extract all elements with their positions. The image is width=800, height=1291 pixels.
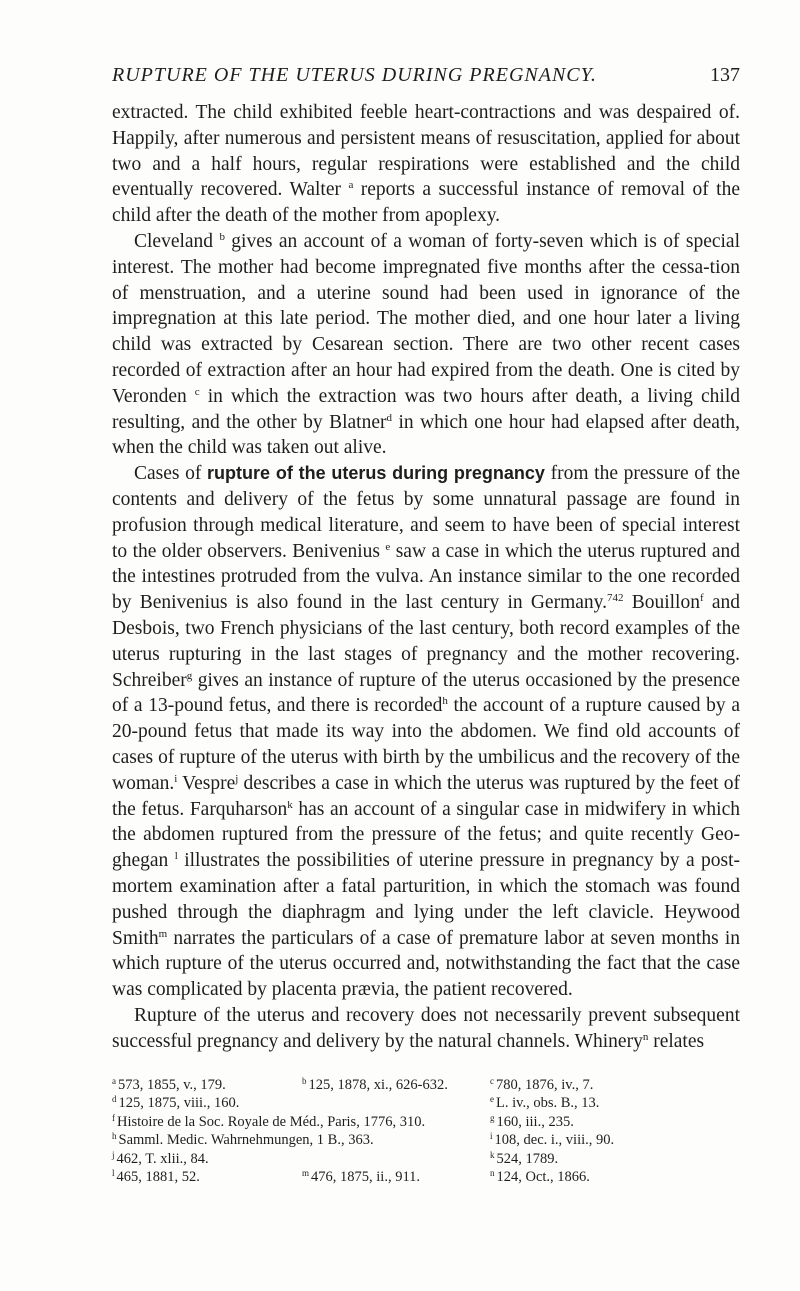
footnote-reference: f xyxy=(699,592,704,605)
footnote-reference: m xyxy=(158,927,168,940)
footnote-mark: d xyxy=(112,1094,117,1105)
text-run: reports a successful instance of removal of the child after the death of the mother from apoplexy. xyxy=(112,179,740,227)
footnote-reference: j xyxy=(235,772,239,785)
text-run: Cleveland xyxy=(134,230,220,252)
body-text xyxy=(112,100,740,1054)
text-run: Vespre xyxy=(177,772,236,794)
page-header xyxy=(112,64,740,96)
footnote-row xyxy=(112,1131,752,1149)
footnote-reference: b xyxy=(219,230,225,243)
footnote-a xyxy=(112,1076,302,1094)
footnote-text: Samml. Medic. Wahrnehmungen, 1 B., 363. xyxy=(118,1132,374,1149)
footnote-f xyxy=(112,1113,490,1131)
text-run: in which one hour had elapsed after death, when the child was taken out alive. xyxy=(112,411,740,459)
footnote-d xyxy=(112,1094,490,1112)
footnote-m xyxy=(302,1168,490,1186)
footnote-text: 462, T. xlii., 84. xyxy=(116,1150,209,1167)
footnote-reference: n xyxy=(642,1030,649,1043)
text-run: gives an instance of rupture of the uterus occasioned by the presence of a 13-pound fetus, and there is recorded xyxy=(112,669,740,717)
emphasized-phrase: rupture of the uterus during pregnancy xyxy=(207,463,545,484)
footnote-j xyxy=(112,1150,490,1168)
footnote-i xyxy=(490,1131,752,1149)
footnote-row xyxy=(112,1113,752,1131)
paragraph xyxy=(112,229,740,461)
footnote-text: 465, 1881, 52. xyxy=(116,1169,200,1186)
footnote-mark: l xyxy=(112,1168,115,1179)
text-run: Bouillon xyxy=(623,592,700,614)
footnote-text: 780, 1876, iv., 7. xyxy=(496,1077,594,1093)
footnote-mark: k xyxy=(490,1149,495,1160)
text-run: Cases of xyxy=(134,463,208,485)
footnote-n xyxy=(490,1168,752,1186)
footnote-reference: e xyxy=(385,540,391,553)
footnote-mark: m xyxy=(302,1168,310,1179)
footnote-c xyxy=(490,1076,752,1094)
footnote-mark: h xyxy=(112,1131,117,1142)
page-number: 137 xyxy=(710,64,740,86)
text-run: describes a case in which the uterus was ruptured by the feet of the fetus. Farquharson xyxy=(112,772,740,820)
footnote-reference: a xyxy=(348,179,354,192)
footnote-reference: l xyxy=(174,850,178,863)
text-run: the account of a rupture caused by a 20-pound fetus that made its way into the abdomen. We find old accounts of cases of rupture of the uterus with birth by the umbilicus and the recovery of the woman. xyxy=(112,695,740,794)
footnote-mark: a xyxy=(112,1076,116,1086)
footnote-text: 125, 1878, xi., 626-632. xyxy=(308,1077,448,1093)
text-run: relates xyxy=(648,1030,705,1052)
text-run: and Desbois, two French physicians of the last century, both record examples of the uterus rupturing in the last stages of pregnancy and the mother recovering. Schreiber xyxy=(112,592,741,691)
text-run: extracted. The child exhibited feeble heart-contractions and was despaired of. Happily, after numerous and persistent means of resuscitation, applied for about two and a half hours, regular respirations were established and the child eventually recovered. Walter xyxy=(112,102,740,201)
text-run: narrates the particulars of a case of premature labor at seven months in which rupture of the uterus occurred and, notwithstanding the fact that the case was complicated by placenta prævia, the patient recovered. xyxy=(112,927,740,1001)
footnote-row xyxy=(112,1150,752,1168)
footnote-text: 524, 1789. xyxy=(496,1150,559,1167)
paragraph xyxy=(112,1003,740,1055)
footnotes xyxy=(112,1076,752,1186)
footnote-mark: g xyxy=(490,1112,495,1123)
footnote-text: Histoire de la Soc. Royale de Méd., Paris, 1776, 310. xyxy=(117,1113,426,1130)
footnote-reference: i xyxy=(174,772,178,785)
footnote-mark: f xyxy=(112,1112,115,1123)
text-run: from the pressure of the contents and delivery of the fetus by some unnatural passage are found in profusion through medical literature, and seem to have been of special interest to the older observers. Benivenius xyxy=(112,463,740,562)
footnote-mark: j xyxy=(112,1149,115,1160)
footnote-row xyxy=(112,1076,752,1094)
footnote-row xyxy=(112,1168,752,1186)
paragraph xyxy=(112,100,740,229)
footnote-l xyxy=(112,1168,302,1186)
text-run: saw a case in which the uterus ruptured and the intestines protruded from the vulva. An instance similar to the one recorded by Benivenius is also found in the last century in Germany. xyxy=(112,540,740,614)
text-run: in which the extraction was two hours after death, a living child resulting, and the other by Blatner xyxy=(112,385,740,433)
footnote-reference: 742 xyxy=(607,592,624,605)
paragraph xyxy=(112,461,740,1003)
footnote-reference: d xyxy=(386,411,392,424)
footnote-mark: i xyxy=(490,1131,493,1142)
footnote-mark: e xyxy=(490,1094,494,1105)
footnote-text: 125, 1875, viii., 160. xyxy=(118,1095,240,1112)
footnote-text: 124, Oct., 1866. xyxy=(496,1169,590,1186)
footnote-reference: c xyxy=(194,385,200,398)
footnote-text: 160, iii., 235. xyxy=(496,1113,574,1130)
text-run: Rupture of the uterus and recovery does not necessarily prevent subsequent successful pregnancy and delivery by the natural channels. Whinery xyxy=(112,1004,740,1052)
footnote-mark: n xyxy=(490,1168,495,1179)
footnote-reference: k xyxy=(287,798,293,811)
footnote-g xyxy=(490,1113,752,1131)
footnote-text: 476, 1875, ii., 911. xyxy=(311,1169,421,1186)
running-head: RUPTURE OF THE UTERUS DURING PREGNANCY. xyxy=(112,64,597,86)
footnote-k xyxy=(490,1150,752,1168)
footnote-reference: h xyxy=(442,695,448,708)
footnote-reference: g xyxy=(186,669,193,682)
footnote-text: L. iv., obs. B., 13. xyxy=(496,1095,600,1112)
footnote-mark: b xyxy=(302,1076,307,1086)
footnote-e xyxy=(490,1094,752,1112)
footnote-text: 108, dec. i., viii., 90. xyxy=(494,1132,615,1149)
text-run: has an account of a singular case in midwifery in which the abdomen ruptured from the pressure of the fetus; and quite recently Geo-ghegan xyxy=(112,798,740,872)
footnote-row xyxy=(112,1094,752,1112)
footnote-b xyxy=(302,1076,490,1094)
text-run: illustrates the possibilities of uterine pressure in pregnancy by a post-mortem examination after a fatal parturition, in which the stomach was found pushed through the diaphragm and lying under the left clavicle. Heywood Smith xyxy=(112,850,741,949)
text-run: gives an account of a woman of forty-seven which is of special interest. The mother had become impregnated five months after the cessa-tion of menstruation, and a uterine sound had been used in ignorance of the impregnation at this late period. The mother died, and one hour later a living child was extracted by Cesarean section. There are two other recent cases recorded of extraction after an hour had expired from the death. One is cited by Veronden xyxy=(112,230,740,407)
footnote-mark: c xyxy=(490,1076,494,1086)
footnote-h xyxy=(112,1131,490,1149)
footnote-text: 573, 1855, v., 179. xyxy=(118,1077,226,1093)
